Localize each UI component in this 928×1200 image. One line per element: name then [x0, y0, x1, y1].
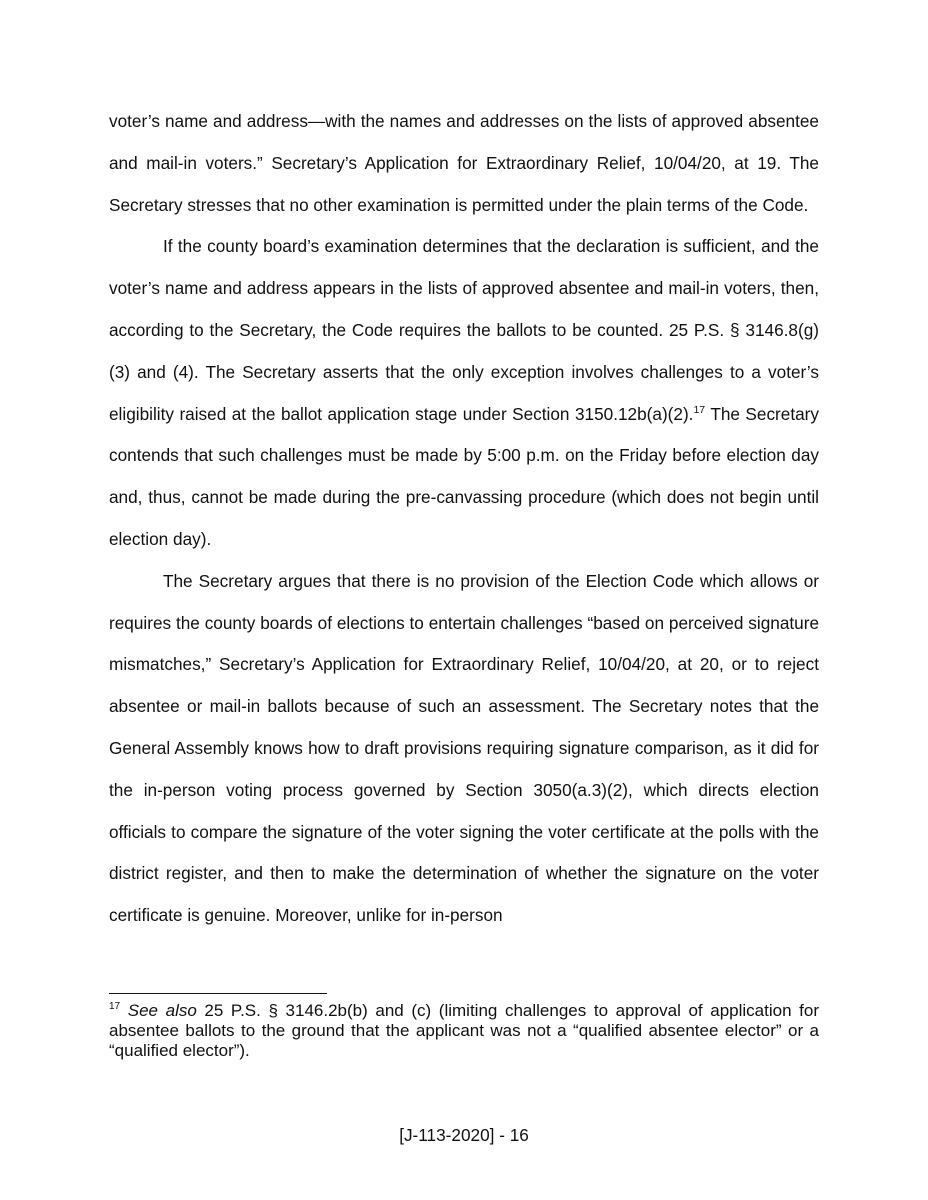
- footnote-17: [109, 1001, 819, 1061]
- footnote-number: 17: [109, 1001, 121, 1012]
- paragraph-text: The Secretary argues that there is no provision of the Election Code which allows or requires the county boards of elections to entertain challenges “based on perceived signature mismatches,” Secretary’s Application for Extraordinary Relief, 10/04/20, at 20, or to reject absentee or mail-in ballots because of such an assessment. The Secretary notes that the General Assembly knows how to draft provisions requiring signature comparison, as it did for the in-person voting process governed by Section 3050(a.3)(2), which directs election officials to compare the signature of the voter signing the voter certificate at the polls with the district register, and then to make the determination of whether the signature on the voter certificate is genuine. Moreover, unlike for in-person: [109, 570, 819, 926]
- paragraph-county-board-examination: [109, 226, 819, 560]
- paragraph-signature-mismatch-argument: [109, 561, 819, 937]
- footnote: [109, 1001, 819, 1061]
- footnote-text: 25 P.S. § 3146.2b(b) and (c) (limiting challenges to approval of application for absentee ballots to the ground that the applicant was not a “qualified absentee elector” or a “qualified elector”).: [109, 1001, 819, 1060]
- footnote-separator: [109, 993, 327, 994]
- paragraph-text: If the county board’s examination determines that the declaration is sufficient, and the voter’s name and address appears in the lists of approved absentee and mail-in voters, then, according to the Secretary, the Code requires the ballots to be counted. 25 P.S. § 3146.8(g)(3) and (4). The Secretary asserts that the only exception involves challenges to a voter’s eligibility raised at the ballot application stage under Section 3150.12b(a)(2).: [109, 236, 819, 424]
- paragraph-continuation: [109, 101, 819, 226]
- footnote-signal: See also: [127, 1001, 197, 1020]
- paragraph-text: voter’s name and address—with the names and addresses on the lists of approved absentee and mail-in voters.” Secretary’s Application for Extraordinary Relief, 10/04/20, at 19. The Secretary stresses that no other examination is permitted under the plain terms of the Code.: [109, 111, 819, 215]
- paragraph-text-after-footnote: The Secretary contends that such challenges must be made by 5:00 p.m. on the Friday before election day and, thus, cannot be made during the pre-canvassing procedure (which does not begin until election day).: [109, 403, 819, 549]
- footnote-reference[interactable]: 17: [693, 403, 706, 416]
- page-number: [J-113-2020] - 16: [399, 1125, 529, 1145]
- body-text: [109, 101, 819, 937]
